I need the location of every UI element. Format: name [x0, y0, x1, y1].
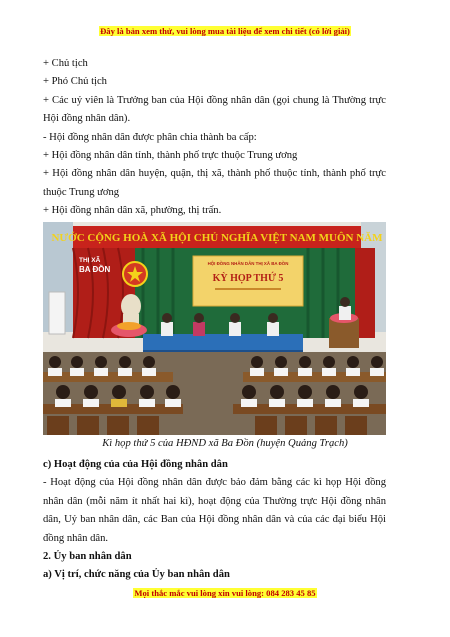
body-text-top	[43, 55, 386, 221]
screen-org-text: HỘI ĐỒNG NHÂN DÂN THỊ XÃ BA ĐỒN	[207, 261, 289, 266]
photo-caption: Kì họp thứ 5 của HĐND xã Ba Đồn (huyện Quảng Trạch)	[102, 438, 348, 449]
paragraph: + Hội đồng nhân dân huyện, quận, thị xã, thành phố thuộc tỉnh, thành phố trực thuộc Trung ương	[43, 168, 386, 198]
section-heading: c) Hoạt động của của Hội đồng nhân dân	[43, 459, 228, 470]
side-label: BA ĐỒN	[79, 265, 111, 274]
preview-banner: Đây là bản xem thử, vui lòng mua tài liệu để xem chi tiết (có lời giải)	[100, 26, 350, 36]
section-heading: 2. Ủy ban nhân dân	[43, 551, 132, 563]
meeting-photo	[43, 222, 386, 435]
section-heading: a) Vị trí, chức năng của Ủy ban nhân dân	[43, 569, 230, 581]
meeting-photo-illustration	[43, 222, 386, 435]
hall-banner-text: NƯỚC CỘNG HOÀ XÃ HỘI CHỦ NGHĨA VIỆT NAM MUÔN NĂM	[51, 232, 383, 244]
body-text-bottom	[43, 456, 386, 585]
paragraph: - Hoạt động của Hội đồng nhân dân được bảo đảm bằng các kì họp Hội đồng nhân dân (mỗi năm ít nhất hai kì), hoạt động của Thường trực Hội đồng nhân dân, Uỷ ban nhân dân, các Ban của Hội đồng nhân dân và của các đại biểu Hội đồng nhân dân.	[43, 477, 386, 544]
contact-banner: Mọi thắc mắc vui lòng xin vui lòng: 084 283 45 85	[134, 588, 316, 598]
paragraph: + Hội đồng nhân dân tỉnh, thành phố trực thuộc Trung ương	[43, 150, 298, 162]
side-label: THỊ XÃ	[79, 257, 101, 264]
paragraph: - Hội đồng nhân dân được phân chia thành ba cấp:	[43, 131, 257, 143]
paragraph: + Các uỷ viên là Trưởng ban của Hội đồng nhân dân (gọi chung là Thường trực Hội đồng nhân dân).	[43, 94, 386, 125]
screen-title-text: KỲ HỌP THỨ 5	[212, 273, 284, 284]
paragraph: + Hội đồng nhân dân xã, phường, thị trấn.	[43, 205, 222, 217]
paragraph: + Chủ tịch	[43, 58, 88, 69]
paragraph: + Phó Chủ tịch	[43, 76, 107, 88]
